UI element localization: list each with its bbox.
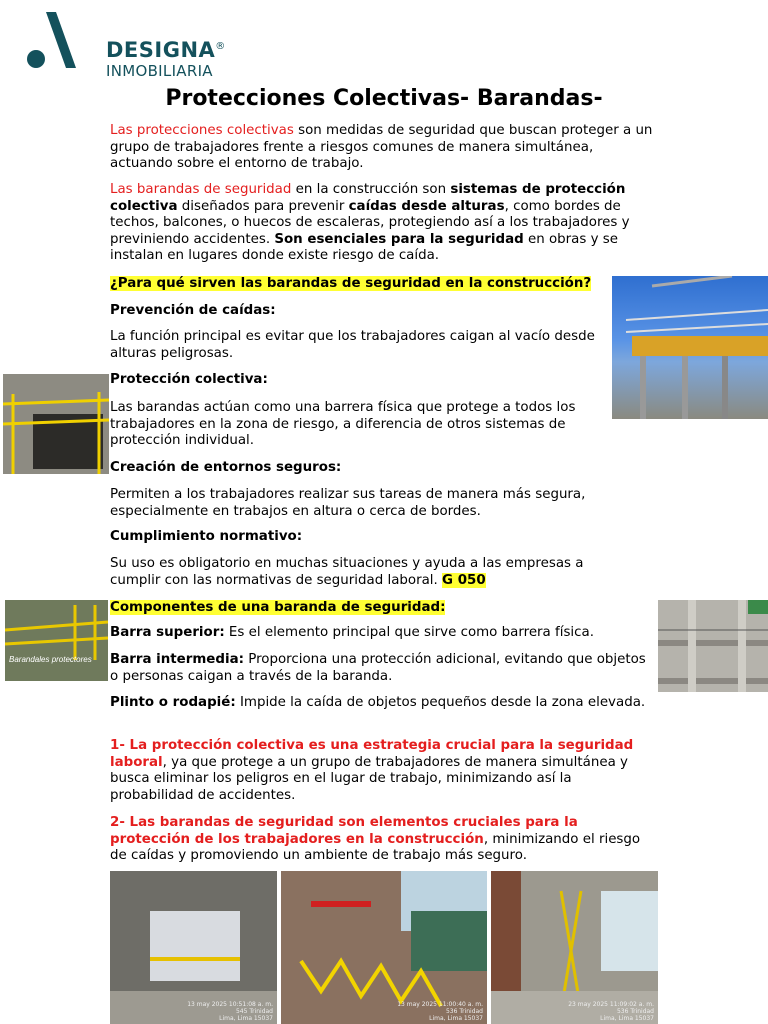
- item-text: La función principal es evitar que los trabajadores caigan al vacío desde alturas peligrosas.: [110, 329, 595, 361]
- logo-name: DESIGNA®: [106, 38, 226, 62]
- section-heading-uses: ¿Para qué sirven las barandas de seguridad en la construcción?: [110, 276, 592, 291]
- section-heading-components: Componentes de una baranda de seguridad:: [110, 600, 446, 615]
- designa-logo: [24, 10, 226, 80]
- photo-building-floors-railing: [658, 600, 768, 692]
- item-text: Su uso es obligatorio en muchas situaciones y ayuda a las empresas a cumplir con las normativas de seguridad laboral. G 050: [110, 556, 584, 588]
- intro-paragraph: Las protecciones colectivas son medidas de seguridad que buscan proteger a un grupo de trabajadores frente a riesgos comunes de manera simultánea, actuando sobre el entorno de trabajo.: [110, 123, 653, 171]
- item-title: Protección colectiva:: [110, 372, 268, 387]
- barandas-paragraph: Las barandas de seguridad en la construcción son sistemas de protección colectiva diseñados para prevenir caídas desde alturas, como bordes de techos, balcones, o huecos de escaleras, protegiendo así a los trabajadores y previniendo accidentes. Son esenciales para la seguridad en obras y se instalan en lugares donde existe riesgo de caída.: [110, 182, 630, 263]
- photo-scaffold-interior: [491, 871, 658, 1024]
- item-title: Cumplimiento normativo:: [110, 529, 303, 544]
- photo-timestamp: 13 may 2025 11:00:40 a. m. 536 Trinidad Lima, Lima 15037: [397, 1001, 483, 1022]
- norm-tag: G 050: [442, 572, 486, 588]
- photo-yellow-railing-opening: [3, 374, 109, 474]
- key-point-1: 1- La protección colectiva es una estrategia crucial para la seguridad laboral, ya que protege a un grupo de trabajadores de manera simultánea y busca eliminar los peligros en el lugar de trabajo, minimizando así la probabilidad de accidentes.: [110, 738, 634, 803]
- item-text: Las barandas actúan como una barrera física que protege a todos los trabajadores en la zona de riesgo, a diferencia de otros sistemas de protección individual.: [110, 400, 576, 448]
- photo-barandales-protectores: [5, 600, 108, 681]
- photo-caption: Barandales protectores: [9, 655, 92, 664]
- photo-interior-window: [110, 871, 277, 1024]
- photo-building-edge-railing: [612, 276, 768, 419]
- item-title: Prevención de caídas:: [110, 303, 276, 318]
- component-item: Barra intermedia: Proporciona una protección adicional, evitando que objetos o personas caigan a través de la baranda.: [110, 652, 646, 684]
- logo-mark-icon: [24, 10, 80, 72]
- logo-subtitle: INMOBILIARIA: [106, 62, 213, 80]
- key-point-2: 2- Las barandas de seguridad son elementos cruciales para la protección de los trabajadores en la construcción, minimizando el riesgo de caídas y promoviendo un ambiente de trabajo más seguro.: [110, 815, 641, 863]
- item-title: Creación de entornos seguros:: [110, 460, 342, 475]
- page-title: Protecciones Colectivas- Barandas-: [165, 86, 603, 111]
- component-item: Plinto o rodapié: Impide la caída de objetos pequeños desde la zona elevada.: [110, 695, 646, 710]
- photo-yellow-truss-railing: [281, 871, 487, 1024]
- photo-timestamp: 13 may 2025 10:51:08 a. m. 545 Trinidad Lima, Lima 15037: [187, 1001, 273, 1022]
- photo-timestamp: 23 may 2025 11:09:02 a. m. 536 Trinidad Lima, Lima 15037: [568, 1001, 654, 1022]
- component-item: Barra superior: Es el elemento principal que sirve como barrera física.: [110, 625, 594, 640]
- item-text: Permiten a los trabajadores realizar sus tareas de manera más segura, especialmente en trabajos en altura o cerca de bordes.: [110, 487, 586, 519]
